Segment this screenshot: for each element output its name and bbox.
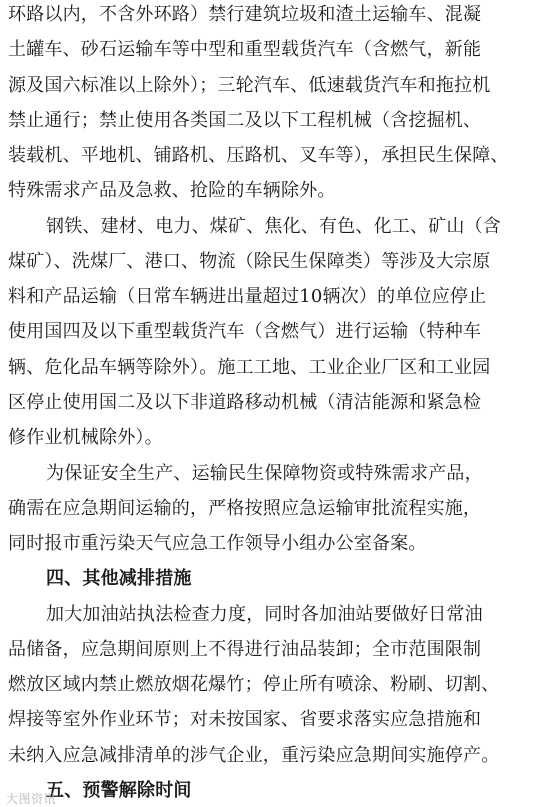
paragraph-line: 土罐车、砂石运输车等中型和重型载货汽车（含燃气，新能 <box>8 39 482 61</box>
paragraph-line: 修作业机械除外）。 <box>8 427 163 449</box>
paragraph-line: 煤矿）、洗煤厂、港口、物流（除民生保障类）等涉及大宗原 <box>8 250 491 272</box>
paragraph-line: 环路以内，不含外环路）禁行建筑垃圾和渣土运输车、混凝 <box>8 4 482 25</box>
paragraph-line: 加大加油站执法检查力度，同时各加油站要做好日常油 <box>46 603 483 625</box>
paragraph-line: 装载机、平地机、铺路机、压路机、叉车等），承担民生保障、 <box>8 145 509 167</box>
section-heading: 五、预警解除时间 <box>46 780 192 801</box>
paragraph-line: 品储备，应急期间原则上不得进行油品装卸；全市范围限制 <box>8 638 482 660</box>
paragraph-line: 确需在应急期间运输的，严格按照应急运输审批流程实施， <box>8 497 482 519</box>
paragraph-line: 焊接等室外作业环节；对未按国家、省要求落实应急措施和 <box>8 709 482 731</box>
watermark: 大图资讯 <box>6 792 57 806</box>
paragraph-line: 钢铁、建材、电力、煤矿、焦化、有色、化工、矿山（含 <box>46 215 501 237</box>
paragraph-line: 燃放区域内禁止燃放烟花爆竹；停止所有喷涂、粉刷、切割、 <box>8 674 500 696</box>
paragraph-line: 使用国四及以下重型载货汽车（含燃气）进行运输（特种车 <box>8 321 482 343</box>
paragraph-line: 料和产品运输（日常车辆进出量超过10辆次）的单位应停止 <box>8 286 487 308</box>
paragraph-line: 为保证安全生产、运输民生保障物资或特殊需求产品， <box>46 462 483 484</box>
paragraph-line: 禁止通行；禁止使用各类国二及以下工程机械（含挖掘机、 <box>8 109 482 131</box>
paragraph-line: 同时报市重污染天气应急工作领导小组办公室备案。 <box>8 533 427 555</box>
paragraph-line: 未纳入应急减排清单的涉气企业，重污染应急期间实施停产。 <box>8 744 500 766</box>
paragraph-line: 源及国六标准以上除外）；三轮汽车、低速载货汽车和拖拉机 <box>8 74 491 96</box>
paragraph-line: 特殊需求产品及急救、抢险的车辆除外。 <box>8 180 336 202</box>
section-heading: 四、其他减排措施 <box>46 568 192 590</box>
paragraph-line: 辆、危化品车辆等除外）。施工工地、工业企业厂区和工业园 <box>8 356 491 378</box>
paragraph-line: 区停止使用国二及以下非道路移动机械（清洁能源和紧急检 <box>8 392 482 413</box>
